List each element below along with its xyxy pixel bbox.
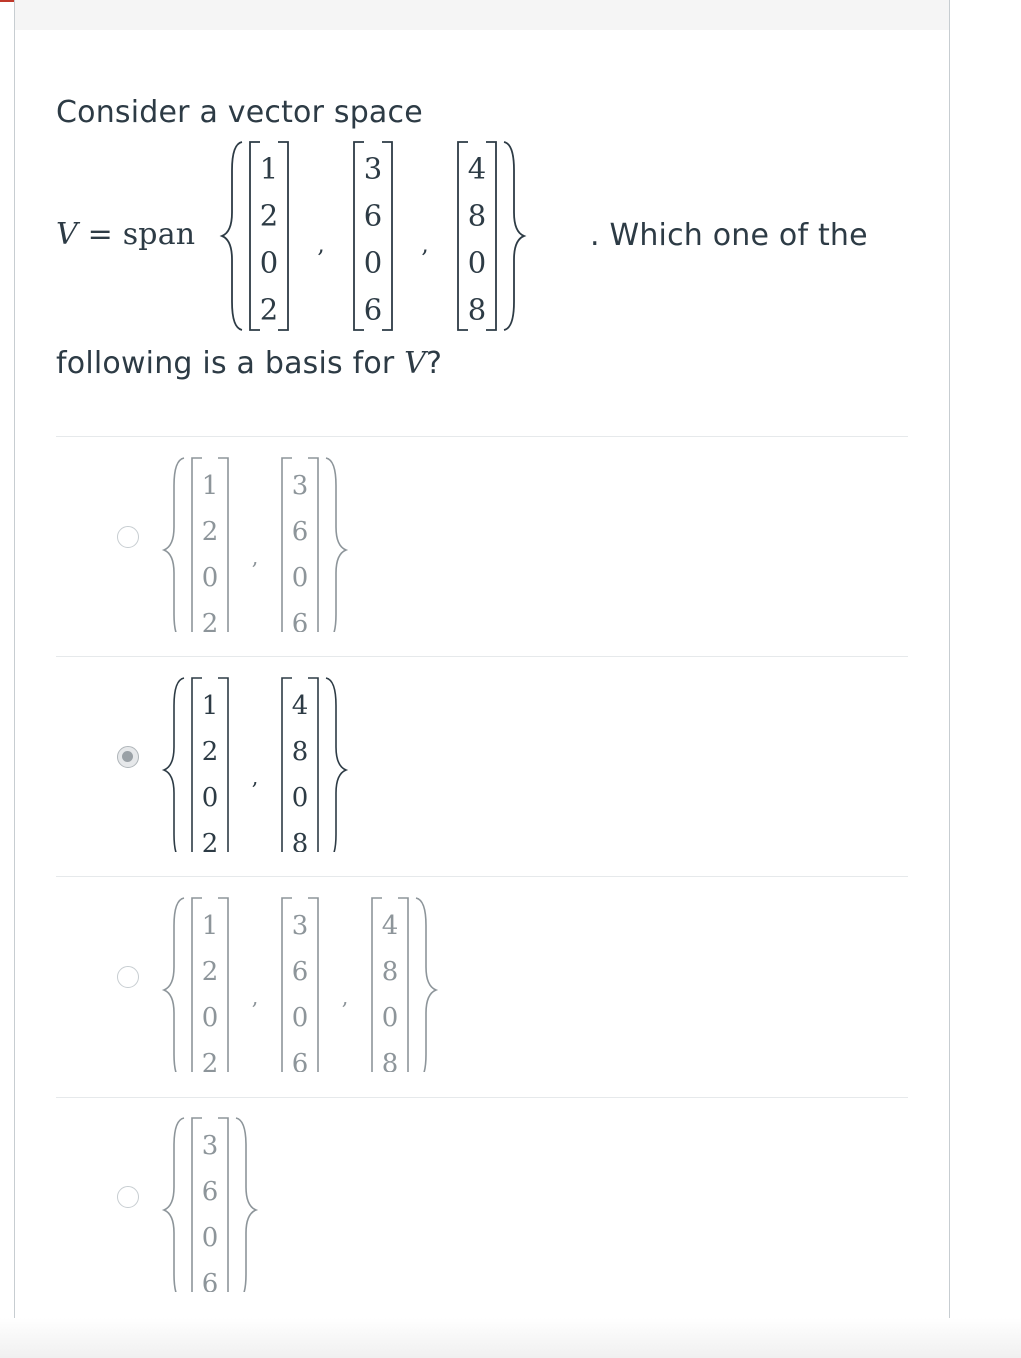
vector-entry: 3 <box>363 151 383 186</box>
right-bracket-symbol <box>218 1118 228 1292</box>
vector-entry: 8 <box>381 956 399 987</box>
question-mark: ? <box>426 346 443 381</box>
variable-v-2: V <box>404 346 427 381</box>
left-brace-symbol <box>222 142 242 330</box>
vector-entry: 3 <box>291 470 309 501</box>
vector-entry: 8 <box>381 1048 399 1072</box>
vector-entry: 8 <box>467 198 487 233</box>
right-bracket-symbol <box>308 458 318 632</box>
answer-separator <box>56 436 908 437</box>
vector-entry: 0 <box>291 782 309 813</box>
equals-span: = span <box>87 217 196 252</box>
right-bracket-symbol <box>382 142 392 330</box>
vector-entry: 6 <box>363 198 383 233</box>
vector-entry: 4 <box>381 910 399 941</box>
top-accent <box>0 0 14 2</box>
vector-entry: 6 <box>291 516 309 547</box>
vector-entry: 2 <box>201 736 219 767</box>
answer-option-4-math[interactable] <box>160 1112 300 1292</box>
vector-entry: 2 <box>201 956 219 987</box>
answer-option-3-math[interactable] <box>160 892 480 1072</box>
vector-entry: 0 <box>201 1002 219 1033</box>
vector-entry: 2 <box>201 828 219 852</box>
right-brace-symbol <box>326 458 346 632</box>
answer-radio-2[interactable] <box>117 746 139 768</box>
vector-entry: 2 <box>259 198 279 233</box>
vector-entry: 8 <box>291 828 309 852</box>
right-brace-symbol <box>504 142 524 330</box>
question-which-text: . Which one of the <box>590 218 868 253</box>
question-line-1: Consider a vector space <box>56 95 423 130</box>
vector-entry: 0 <box>381 1002 399 1033</box>
vector-entry: 6 <box>291 608 309 632</box>
answer-separator <box>56 1097 908 1098</box>
question-span-prefix <box>56 217 195 252</box>
question-line-3 <box>56 346 442 381</box>
left-bracket-symbol <box>250 142 260 330</box>
right-brace-symbol <box>416 898 436 1072</box>
right-bracket-symbol <box>218 898 228 1072</box>
left-bracket-symbol <box>354 142 364 330</box>
vector-entry: 1 <box>201 910 219 941</box>
answer-radio-1[interactable] <box>117 526 139 548</box>
right-bracket-symbol <box>398 898 408 1072</box>
left-bracket-symbol <box>192 898 202 1072</box>
vector-entry: 0 <box>363 245 383 280</box>
vector-entry: 8 <box>467 292 487 327</box>
vector-entry: 2 <box>201 608 219 632</box>
answer-radio-4[interactable] <box>117 1186 139 1208</box>
comma-symbol: , <box>251 985 259 1010</box>
answer-option-1-math[interactable] <box>160 452 400 632</box>
left-bracket-symbol <box>372 898 382 1072</box>
left-bracket-symbol <box>192 1118 202 1292</box>
vector-entry: 2 <box>201 1048 219 1072</box>
left-bracket-symbol <box>282 678 292 852</box>
answer-separator <box>56 656 908 657</box>
vector-entry: 0 <box>201 1222 219 1253</box>
vector-entry: 6 <box>291 956 309 987</box>
vector-entry: 6 <box>291 1048 309 1072</box>
vector-entry: 2 <box>259 292 279 327</box>
vector-entry: 3 <box>291 910 309 941</box>
vector-entry: 4 <box>467 151 487 186</box>
left-brace-symbol <box>164 458 184 632</box>
vector-entry: 0 <box>291 562 309 593</box>
question-vector-set <box>214 138 584 338</box>
left-bracket-symbol <box>192 458 202 632</box>
left-bracket-symbol <box>458 142 468 330</box>
vector-entry: 6 <box>201 1268 219 1292</box>
right-bracket-symbol <box>308 678 318 852</box>
vector-entry: 2 <box>201 516 219 547</box>
answer-radio-3[interactable] <box>117 966 139 988</box>
comma-symbol: , <box>251 765 259 790</box>
answer-separator <box>56 876 908 877</box>
left-brace-symbol <box>164 1118 184 1292</box>
vector-entry: 0 <box>201 782 219 813</box>
vector-entry: 0 <box>201 562 219 593</box>
vector-entry: 6 <box>363 292 383 327</box>
top-bar <box>14 0 950 31</box>
right-bracket-symbol <box>278 142 288 330</box>
right-bracket-symbol <box>308 898 318 1072</box>
right-brace-symbol <box>236 1118 256 1292</box>
left-bracket-symbol <box>282 898 292 1072</box>
right-bracket-symbol <box>218 458 228 632</box>
vector-entry: 0 <box>259 245 279 280</box>
comma-symbol: , <box>317 230 325 258</box>
question-line-3-text: following is a basis for <box>56 346 405 381</box>
vector-entry: 1 <box>201 470 219 501</box>
vector-entry: 6 <box>201 1176 219 1207</box>
vector-entry: 1 <box>201 690 219 721</box>
vector-entry: 4 <box>291 690 309 721</box>
answer-option-2-math[interactable] <box>160 672 400 852</box>
vector-entry: 1 <box>259 151 279 186</box>
left-brace-symbol <box>164 898 184 1072</box>
right-bracket-symbol <box>218 678 228 852</box>
comma-symbol: , <box>421 230 429 258</box>
vector-entry: 8 <box>291 736 309 767</box>
comma-symbol: , <box>251 545 259 570</box>
right-bracket-symbol <box>486 142 496 330</box>
variable-v: V <box>56 217 78 252</box>
vector-entry: 0 <box>467 245 487 280</box>
left-bracket-symbol <box>192 678 202 852</box>
comma-symbol: , <box>341 985 349 1010</box>
right-brace-symbol <box>326 678 346 852</box>
left-bracket-symbol <box>282 458 292 632</box>
left-brace-symbol <box>164 678 184 852</box>
vector-entry: 3 <box>201 1130 219 1161</box>
vector-entry: 0 <box>291 1002 309 1033</box>
bottom-strip <box>0 1318 1021 1358</box>
